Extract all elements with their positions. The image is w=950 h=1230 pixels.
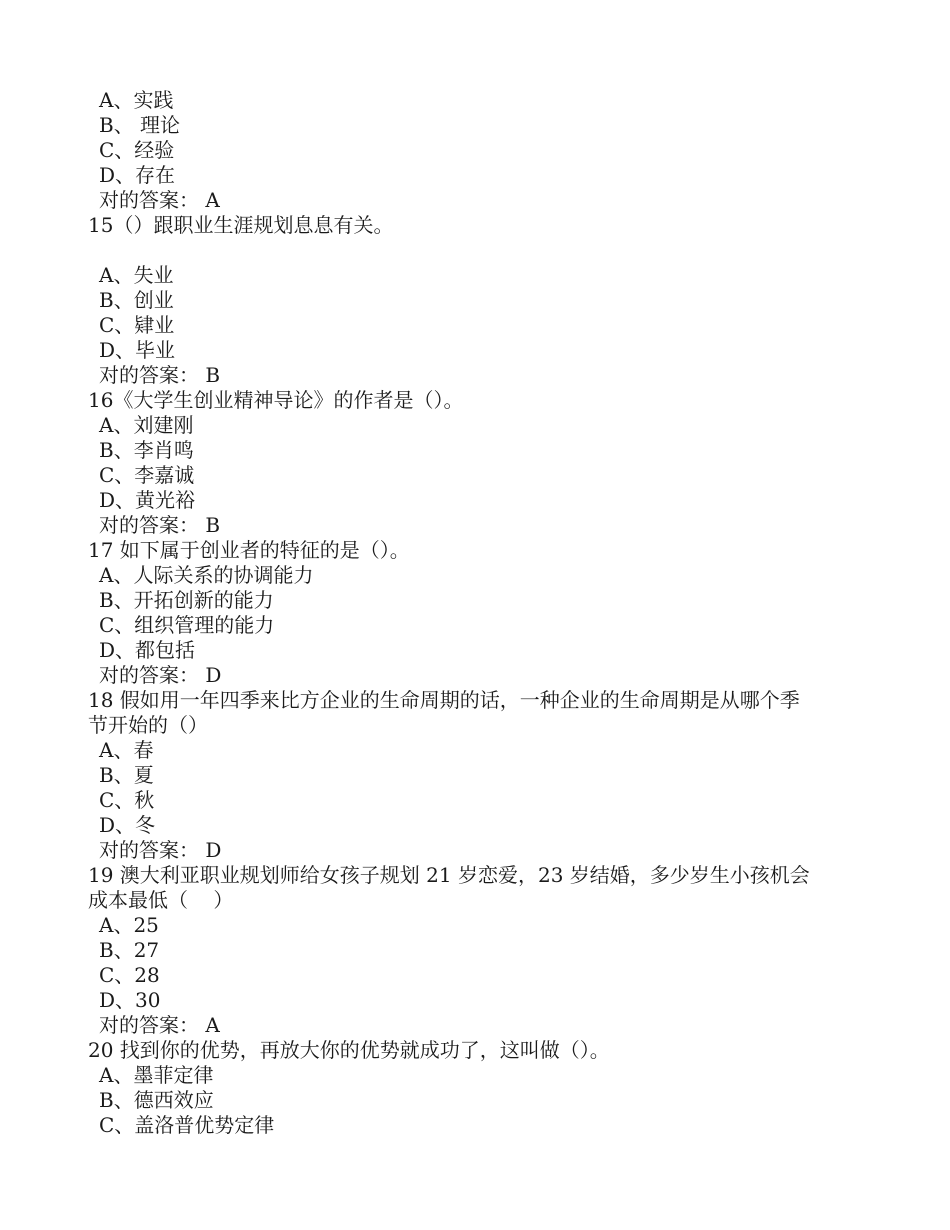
question-text: 15（）跟职业生涯规划息息有关。	[88, 213, 394, 237]
option-b: B、德西效应	[99, 1088, 214, 1112]
option-c: C、李嘉诚	[99, 463, 195, 487]
option-d: D、都包括	[99, 638, 196, 662]
option-d: D、存在	[99, 163, 176, 187]
option-b: B、 理论	[99, 113, 181, 137]
option-a: A、刘建刚	[99, 413, 194, 437]
option-a: A、春	[99, 738, 154, 762]
option-c: C、肄业	[99, 313, 175, 337]
option-c: C、秋	[99, 788, 155, 812]
correct-answer: 对的答案： B	[99, 513, 221, 537]
option-a: A、人际关系的协调能力	[99, 563, 314, 587]
question-block-16	[88, 388, 868, 538]
question-text-line-2: 成本最低（ ）	[88, 888, 234, 912]
option-c: C、组织管理的能力	[99, 613, 275, 637]
question-text: 20 找到你的优势，再放大你的优势就成功了，这叫做（）。	[88, 1038, 610, 1062]
option-d: D、30	[99, 988, 161, 1012]
question-block-20	[88, 1038, 868, 1138]
option-a: A、25	[99, 913, 159, 937]
option-c: C、28	[99, 963, 160, 987]
question-text-line-1: 18 假如用一年四季来比方企业的生命周期的话，一种企业的生命周期是从哪个季	[88, 688, 800, 712]
correct-answer: 对的答案： B	[99, 363, 221, 387]
option-a: A、实践	[99, 88, 174, 112]
document-page	[88, 88, 868, 1138]
option-b: B、27	[99, 938, 160, 962]
question-block-14	[88, 88, 868, 213]
option-a: A、失业	[99, 263, 174, 287]
correct-answer: 对的答案： A	[99, 188, 220, 212]
option-b: B、李肖鸣	[99, 438, 194, 462]
question-block-19	[88, 863, 868, 1038]
question-text-line-1: 19 澳大利亚职业规划师给女孩子规划 21 岁恋爱，23 岁结婚，多少岁生小孩机会	[88, 863, 810, 887]
correct-answer: 对的答案： A	[99, 1013, 220, 1037]
question-text: 17 如下属于创业者的特征的是（）。	[88, 538, 410, 562]
option-d: D、冬	[99, 813, 156, 837]
option-b: B、创业	[99, 288, 174, 312]
question-text-line-2: 节开始的（）	[88, 713, 208, 737]
correct-answer: 对的答案： D	[99, 838, 222, 862]
option-c: C、经验	[99, 138, 175, 162]
option-d: D、黄光裕	[99, 488, 196, 512]
question-block-15	[88, 213, 868, 388]
option-b: B、开拓创新的能力	[99, 588, 274, 612]
option-a: A、墨菲定律	[99, 1063, 214, 1087]
question-text: 16《大学生创业精神导论》的作者是（）。	[88, 388, 464, 412]
option-b: B、夏	[99, 763, 154, 787]
blank-line	[88, 238, 868, 263]
option-d: D、毕业	[99, 338, 176, 362]
question-block-17	[88, 538, 868, 688]
option-c: C、盖洛普优势定律	[99, 1113, 275, 1137]
correct-answer: 对的答案： D	[99, 663, 222, 687]
question-block-18	[88, 688, 868, 863]
